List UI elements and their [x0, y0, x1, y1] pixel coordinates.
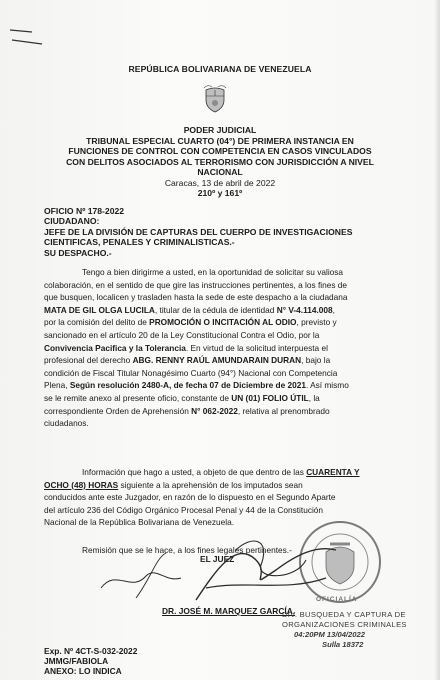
prosecutor-name: ABG. RENNY RAÚL AMUNDARAIN DURAN [132, 355, 302, 366]
deadline-hours: CUARENTA Y [306, 467, 360, 477]
offense-name: PROMOCIÓN O INCITACIÓN AL ODIO [149, 317, 297, 328]
case-number: Exp. Nº 4CT-S-032-2022 [44, 646, 138, 656]
text-segment: , relativa al prenombrado [237, 405, 330, 416]
annex-note: ANEXO: LO INDICA [44, 666, 122, 676]
resolution-reference: Según resolución 2480-A, de fecha 07 de Diciembre de 2021 [69, 380, 306, 391]
deadline-hours: OCHO (48) HORAS [44, 479, 119, 490]
text-line: que busquen, localicen y trasladen hasta la sede de este despacho a la ciudadana [44, 292, 348, 303]
judge-signature [176, 530, 346, 610]
text-segment: , la [308, 392, 320, 403]
ciudadano-label: CIUDADANO: [44, 216, 100, 227]
date-block [24, 178, 416, 199]
text-segment: , titular de la cédula de identidad [154, 304, 277, 315]
receipt-stamp [282, 610, 407, 650]
oficio-number: OFICIO Nº 178-2022 [44, 206, 125, 216]
footer-block [44, 646, 137, 676]
stamp-line: 04:20PM 13/04/2022 [294, 630, 365, 639]
text-segment: correspondiente Orden de Aprehensión [44, 405, 192, 416]
text-line: sancionado en el artículo 20 de la Ley Constitucional Contra el Odio, por la [44, 329, 320, 340]
tribunal-line: FUNCIONES DE CONTROL CON COMPETENCIA EN CASOS VINCULADOS [68, 146, 372, 157]
citizen-name: MATA DE GIL OLGA LUCILA [44, 304, 155, 315]
text-segment: Plena, [44, 380, 70, 391]
text-segment: , previsto y [296, 317, 337, 328]
tribunal-line: CON DELITOS ASOCIADOS AL TERRORISMO CON JURISDICCIÓN A NIVEL [66, 156, 374, 167]
text-segment: , bajo la [301, 355, 331, 366]
text-segment: siguiente a la aprehensión de los imputados sean [118, 479, 303, 490]
stamp-line: DIV. BUSQUEDA Y CAPTURA DE [282, 610, 406, 619]
margin-signature [96, 548, 186, 608]
addressee-block [44, 206, 414, 258]
text-segment: profesional del derecho [44, 355, 133, 366]
text-line: Nacional de la República Bolivariana de Venezuela. [44, 517, 235, 528]
coat-of-arms-icon [202, 84, 228, 114]
pen-mark-top-left [8, 24, 48, 46]
judge-name: DR. JOSÉ M. MARQUEZ GARCÍA. [162, 606, 296, 616]
text-line: Remisión que se le hace, a los fines legales pertinentes.- [82, 545, 292, 555]
date-line: Caracas, 13 de abril de 2022 [164, 178, 276, 188]
text-line: condición de Fiscal Titular Nonagésimo Cuarto (94°) Nacional con Competencia [44, 367, 338, 378]
law-name: Convivencia Pacifica y la Tolerancia [44, 342, 186, 353]
text-line: ciudadanos. [44, 418, 89, 429]
body-paragraph-1 [44, 266, 416, 430]
tribunal-line: TRIBUNAL ESPECIAL CUARTO (04°) DE PRIMERA INSTANCIA EN [86, 136, 354, 146]
years-line: 210º y 161º [197, 188, 243, 199]
stamp-line: ORGANIZACIONES CRIMINALES [282, 620, 407, 629]
folio-count: UN (01) FOLIO ÚTIL [231, 392, 309, 403]
text-line: conducidos ante este Juzgador, en razón de lo dispuesto en el Segundo Aparte [44, 492, 336, 503]
text-segment: , [332, 304, 335, 315]
text-segment: Información que hago a usted, a objeto de que dentro de las [82, 467, 307, 477]
seal-text: OFICIALÍA [316, 596, 358, 603]
text-segment: por la comisión del delito de [44, 317, 150, 328]
poder-judicial-heading: PODER JUDICIAL [183, 125, 257, 135]
tribunal-heading [24, 136, 416, 178]
initials: JMMG/FABIOLA [44, 656, 109, 666]
text-line: Tengo a bien dirigirme a usted, en la oportunidad de solicitar su valiosa [82, 267, 344, 277]
order-number: N° 062-2022 [191, 405, 238, 416]
tribunal-line: NACIONAL [197, 167, 243, 178]
id-number: N° V-4.114.008 [276, 304, 333, 315]
text-segment: . Así mismo [305, 380, 349, 391]
addressee-line: JEFE DE LA DIVISIÓN DE CAPTURAS DEL CUERPO DE INVESTIGACIONES [44, 226, 353, 237]
su-despacho: SU DESPACHO.- [44, 247, 112, 258]
republic-heading: REPÚBLICA BOLIVARIANA DE VENEZUELA [128, 64, 312, 74]
text-segment: se le remite anexo al presente oficio, constante de [44, 392, 232, 403]
page-edge-shadow [434, 0, 440, 680]
stamp-line: Sulla 18372 [322, 640, 364, 649]
judge-title: EL JUEZ [200, 554, 235, 564]
text-line: del artículo 236 del Código Orgánico Procesal Penal y 44 de la Constitución [44, 504, 324, 515]
addressee-line: CIENTIFICAS, PENALES Y CRIMINALISTICAS.- [44, 237, 235, 248]
text-segment: . En virtud de la solicitud interpuesta el [185, 342, 328, 353]
text-line: colaboración, en el sentido de que gire las instrucciones pertinentes, a los fines de [44, 279, 348, 290]
